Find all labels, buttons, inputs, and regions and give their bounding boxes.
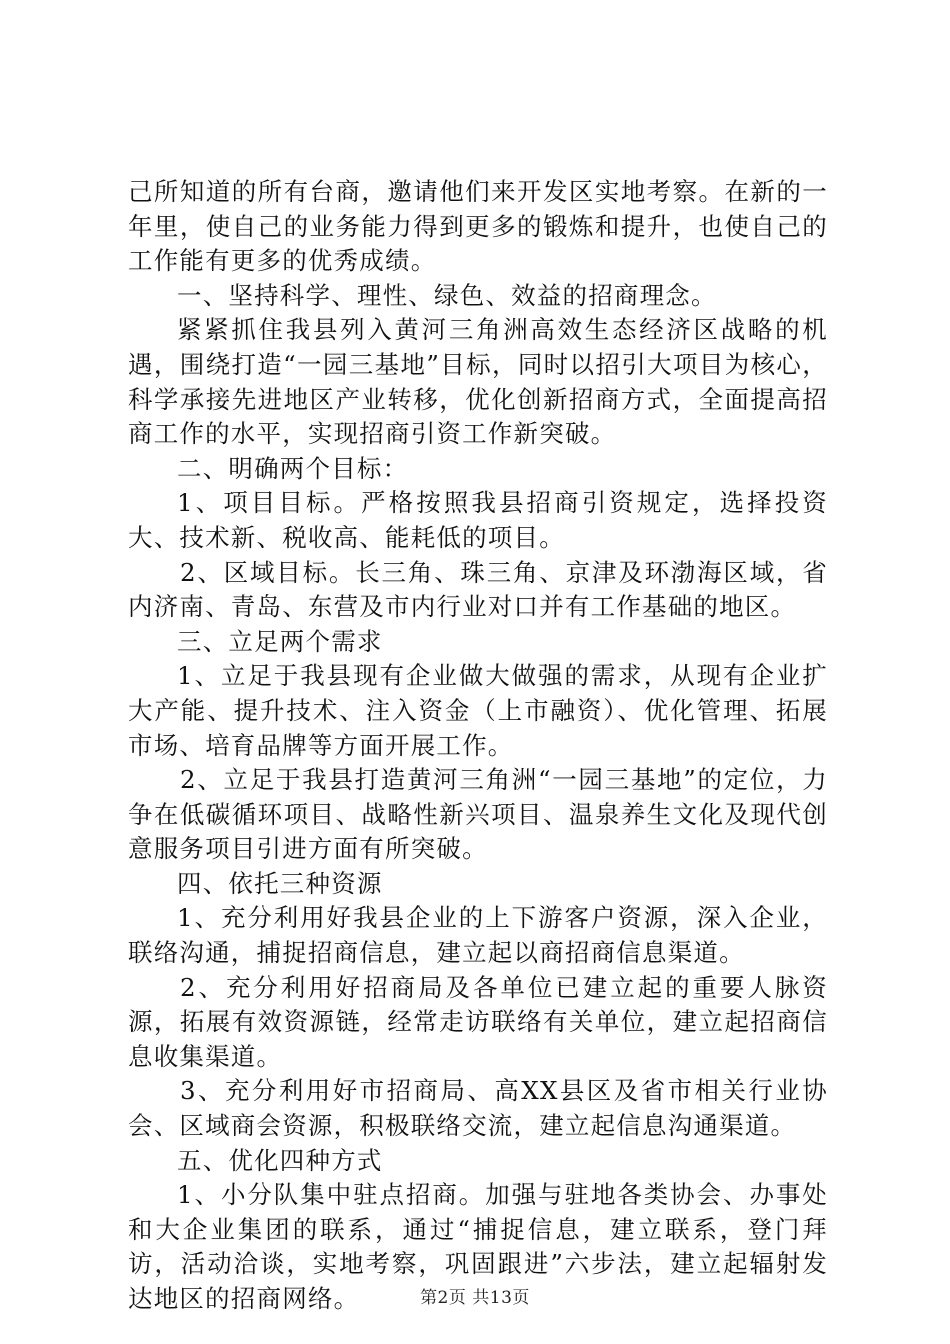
section-heading-3: 三、立足两个需求 <box>177 626 383 656</box>
paragraph-need-2: 2、立足于我县打造黄河三角洲“一园三基地”的定位，力争在低碳循环项目、战略性新兴项目、温泉养生文化及现代创意服务项目引进方面有所突破。 <box>128 765 828 864</box>
paragraph-method-1: 1、小分队集中驻点招商。加强与驻地各类协会、办事处和大企业集团的联系，通过“捕捉信息，建立联系，登门拜访，活动洽谈，实地考察，巩固跟进”六步法，建立起辐射发达地区的招商网络。 <box>128 1180 828 1313</box>
section-heading-4: 四、依托三种资源 <box>177 868 383 898</box>
paragraph-resource-3: 3、充分利用好市招商局、高XX县区及省市相关行业协会、区域商会资源，积极联络交流，建立起信息沟通渠道。 <box>128 1076 828 1141</box>
paragraph-continuation: 己所知道的所有台商，邀请他们来开发区实地考察。在新的一年里，使自己的业务能力得到更多的锻炼和提升，也使自己的工作能有更多的优秀成绩。 <box>128 177 828 276</box>
paragraph-investment-philosophy: 紧紧抓住我县列入黄河三角洲高效生态经济区战略的机遇，围绕打造“一园三基地”目标，同时以招引大项目为核心，科学承接先进地区产业转移，优化创新招商方式，全面提高招商工作的水平，实现招商引资工作新突破。 <box>128 315 828 449</box>
section-heading-1: 一、坚持科学、理性、绿色、效益的招商理念。 <box>177 280 717 310</box>
paragraph-project-goal: 1、项目目标。严格按照我县招商引资规定，选择投资大、技术新、税收高、能耗低的项目。 <box>128 488 828 552</box>
paragraph-resource-2: 2、充分利用好招商局及各单位已建立起的重要人脉资源，拓展有效资源链，经常走访联络有关单位，建立起招商信息收集渠道。 <box>128 972 828 1071</box>
section-heading-2: 二、明确两个目标： <box>177 453 409 483</box>
paragraph-need-1: 1、立足于我县现有企业做大做强的需求，从现有企业扩大产能、提升技术、注入资金（上市融资）、优化管理、拓展市场、培育品牌等方面开展工作。 <box>128 661 828 760</box>
document-body <box>128 175 828 1317</box>
section-heading-5: 五、优化四种方式 <box>177 1145 383 1175</box>
paragraph-resource-1: 1、充分利用好我县企业的上下游客户资源，深入企业，联络沟通，捕捉招商信息，建立起以商招商信息渠道。 <box>128 903 828 968</box>
paragraph-region-goal: 2、区域目标。长三角、珠三角、京津及环渤海区域，省内济南、青岛、东营及市内行业对口并有工作基础的地区。 <box>128 557 828 622</box>
page-number-footer: 第2页 共13页 <box>420 1288 530 1308</box>
